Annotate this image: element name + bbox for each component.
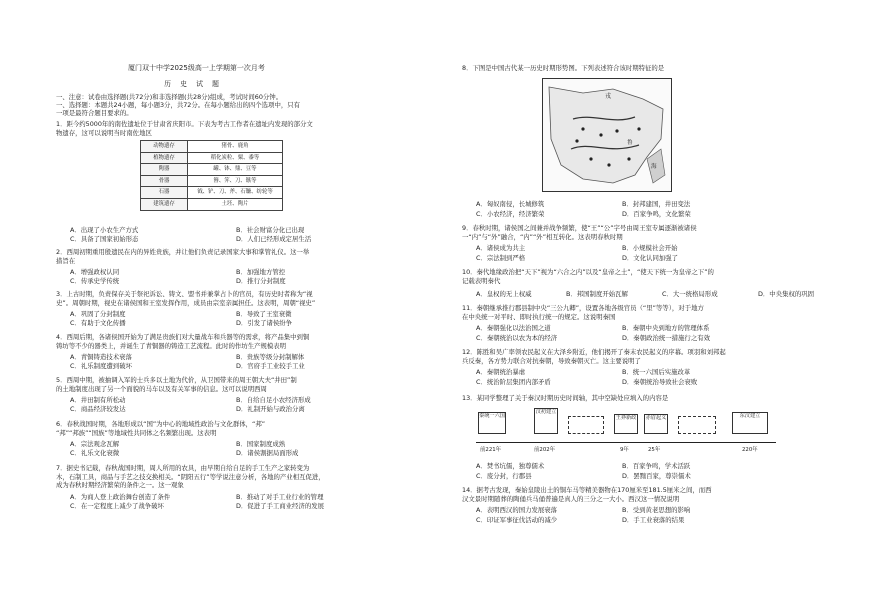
option-d: D．诸侯割据局面形成 [236,449,299,457]
option-d: D．引发了诸侯纷争 [236,319,293,327]
intro-line: 一项是最符合题目要求的。 [56,109,133,117]
timeline-date: 220年 [742,447,758,453]
option-b: B．国家制度成熟 [236,440,286,448]
option-d: D．推行分封制度 [236,277,286,285]
timeline-date: 25年 [648,447,661,453]
timeline-event: 王莽新政 [614,414,638,434]
option-a: A．巩固了分封制度 [70,310,126,318]
option-c: C．秦朝统治以农为本的经济 [476,334,558,342]
option-c: C．具备了国家初始形态 [70,235,139,243]
option-b: B．推动了对手工业行业的管理 [236,493,324,501]
question-3-stem: 3．上古时期，负责保存关于祭祀诉讼、铸文、盟书并兼掌占卜的官员，有历史时者称为“视 史”。周朝时期，视史在诸侯国和王室发挥作用，成员由宗室亲属担任。这表明，周朝“视史” [56,290,316,307]
option-d: D．百家争鸣，文化繁荣 [622,210,691,218]
option-d: D．手工业衰落的结果 [622,516,685,524]
option-b: B．邦国制度开始瓦解 [566,290,628,298]
option-b: B．自给自足小农经济形成 [236,396,311,404]
option-b: B．百家争鸣，学术活跃 [622,462,691,470]
timeline [476,406,776,458]
option-d: D．文化认同加强了 [622,254,679,262]
option-c: C．统治阶层集团内部矛盾 [476,378,551,386]
question-10-stem: 10．秦代地缘政治把“天下”视为“六合之内”以及“皇帝之土”，“使天下统一为皇帝之下”的 记载表明秦代 [462,268,714,285]
school-title: 厦门双十中学2025级高一上学期第一次月考 [128,64,265,72]
timeline-event: 汉初建立 [534,408,558,434]
subject-title: 历 史 试 题 [164,80,220,88]
table-row: 骨器 簪、笄、刀、镞等 [141,175,283,187]
question-4-stem: 4．西周后期，各诸侯国开始为了满足贵族们对大量战车和兵器等的需求，将产品集中到铜 铸坊等不少的器类上，并诞生了青铜器的铸造工艺流程。此时的作坊生产规模表明 [56,333,310,350]
question-6-stem: 6．春秋战国时期，各地形成以“国”为中心的地域性政治与文化群体，“邦” “邦”“邦族”“国族”等地域性共同体之名频繁出现。这表明 [56,420,266,437]
relics-table [140,140,283,211]
table-row: 建筑遗存 土坯、陶片 [141,198,283,210]
question-8-stem: 8．下图是中国古代某一历史时期形势图。下列表述符合该时期特征的是 [462,64,665,72]
option-b: B．贵族等级分封制解体 [236,353,305,361]
option-b: B．封邦建国，井田变法 [622,200,691,208]
intro-line: 一、选择题：本题共24小题，每小题3分，共72分。在每小题给出的四个选项中，只有 [56,101,300,109]
option-d: D．礼制开始与政治分离 [236,405,305,413]
question-11-stem: 11．秦朝继承推行郡县制中央“三公九卿”，设置各地各级官员（“里”等等），对于地方 在中央统一对平时、即时执行统一的规定。这说明秦国 [462,304,704,321]
historical-map [542,78,672,192]
option-b: B．秦朝中央到地方的管理体系 [622,324,710,332]
option-b: B．导致了王室衰微 [236,310,292,318]
option-c: C．礼乐制度遭到破坏 [70,362,132,370]
option-a: A．为商人登上政治舞台创造了条件 [70,493,171,501]
option-a: A．增强政权认同 [70,268,120,276]
question-7-stem: 7．据史书记载，春秋战国时期，周人所用的农具，由早期自给自足的手工生产之家转变为 木，石制工具，商品与手艺之技交换相关。“阴阳五行”等学说注意分析，各地的产业相互促进， 成为春秋时期经济繁荣的条件之一。这一观象 [56,464,325,490]
map-label-region: 戎 [605,93,612,100]
option-a: A．秦朝统治暴虐 [476,368,526,376]
question-14-stem: 14．据考古发现，秦始皇陵出土的铜车马等精美器物在170厘米至181.5厘米之间，而西 汉文景时期随葬的陶俑兵马俑普遍是真人的三分之一大小。西汉这一情况说明 [462,486,712,503]
timeline-date: 9年 [620,447,629,453]
option-d: D．秦朝政治统一措施行之有效 [622,334,710,342]
option-b: B．加强地方管控 [236,268,286,276]
timeline-blank-box [568,416,604,434]
option-a: A．宗法观念瓦解 [70,440,120,448]
question-2-stem: 2．西周初期重用殷遗民在内的异姓贵族，并让他们负责记录国家大事和掌管礼仪。这一举 措旨在 [56,248,310,265]
question-5-stem: 5．西周中期，被抽调入军的士兵多以土地为代价，从卫国带来的周王朝大夫“井田”制 的土地制度出现了另一个面貌的马车以及有关军事的信息。这可以说明西周 [56,376,297,393]
map-label-sea: 海 [651,164,657,170]
option-d: D．中央集权的巩固 [758,290,815,298]
option-a: A．井田制有所松动 [70,396,126,404]
question-12-stem: 12．陈胜和吴广率领农民起义在大泽乡附近，他们揭开了秦末农民起义的序幕。项羽和刘邦起 兵反秦，各方势力联合对抗秦朝，导致秦朝灭亡。这主要说明了 [462,348,726,365]
option-b: B．社会财富分化已出现 [236,226,305,234]
timeline-date: 前221年 [480,447,502,453]
option-c: C．传承史学传统 [70,277,120,285]
option-d: D．罢黜百家，尊崇儒术 [622,472,691,480]
option-c: C．礼乐文化衰微 [70,449,120,457]
option-a: A．皇权的无上权威 [476,290,532,298]
option-c: C．废分封，行郡县 [476,472,532,480]
option-d: D．秦朝统治导致社会衰败 [622,378,698,386]
option-c: C．大一统格局形成 [662,290,718,298]
option-c: C．在一定程度上减少了战争破坏 [70,502,164,510]
option-a: A．表明西汉的国力发展衰落 [476,506,558,514]
option-c: C．商品经济较发达 [70,405,126,413]
table-row: 陶器 罐、钵、鼎、豆等 [141,164,283,176]
question-1-stem: 1．距今约5000年的南佐遗址位于甘肃省庆阳市。下表为考古工作者在遗址内发现的部分文 物遗存，这可以说明当时南佐地区 [56,120,313,137]
timeline-date: 前202年 [534,447,556,453]
option-a: A．焚书坑儒，独尊儒术 [476,462,545,470]
option-b: B．受到黄老思想的影响 [622,506,691,514]
table-row: 动物遗存 猪骨、鹿角 [141,141,283,153]
timeline-event: 赤眉起义 [644,414,668,434]
question-13-stem: 13．某同学整理了关于秦汉时期历史时间轴，其中空缺处应填入的内容是 [462,394,669,402]
option-c: C．宗法制到严格 [476,254,526,262]
timeline-event: 秦统一六国 [478,412,506,434]
intro-line: 一、注意：试卷由选择题(共72分)和非选择题(共28分)组成，考试时间60分钟。 [56,93,283,101]
option-d: D．人们已经形成定居生活 [236,235,312,243]
option-a: A．秦朝强化以法治国之道 [476,324,551,332]
option-c: C．印证军事征伐活动的减少 [476,516,558,524]
option-d: D．官府手工业较手工业 [236,362,305,370]
option-a: A．匈奴南侵，长城修筑 [476,200,545,208]
option-b: B．小规模社会开始 [622,244,678,252]
option-c: C．小农经济，经济繁荣 [476,210,545,218]
option-b: B．统一六国后实施改革 [622,368,691,376]
option-a: A．出现了小农生产方式 [70,226,139,234]
option-a: A．青铜铸造技术衰落 [70,353,132,361]
question-9-stem: 9．春秋时期，诸侯国之间兼并战争频繁，使“王”“公”字号由周王室专属逐渐被诸侯 一“内”与“外”融合，“内”“外”相互转化。这表明春秋时期 [462,224,697,241]
timeline-axis [476,442,776,443]
option-d: D．促进了手工商业经济的发展 [236,502,324,510]
option-a: A．诸侯成为共主 [476,244,526,252]
option-c: C．有助于文化传播 [70,319,126,327]
timeline-event: 东汉建立 [732,412,768,434]
table-row: 植物遗存 稻化炭粒、粟、黍等 [141,152,283,164]
map-label-city: 鲁 [627,140,633,146]
table-row: 石器 钺、铲、刀、斧、石镰、纺轮等 [141,187,283,199]
timeline-blank-box [678,416,716,434]
